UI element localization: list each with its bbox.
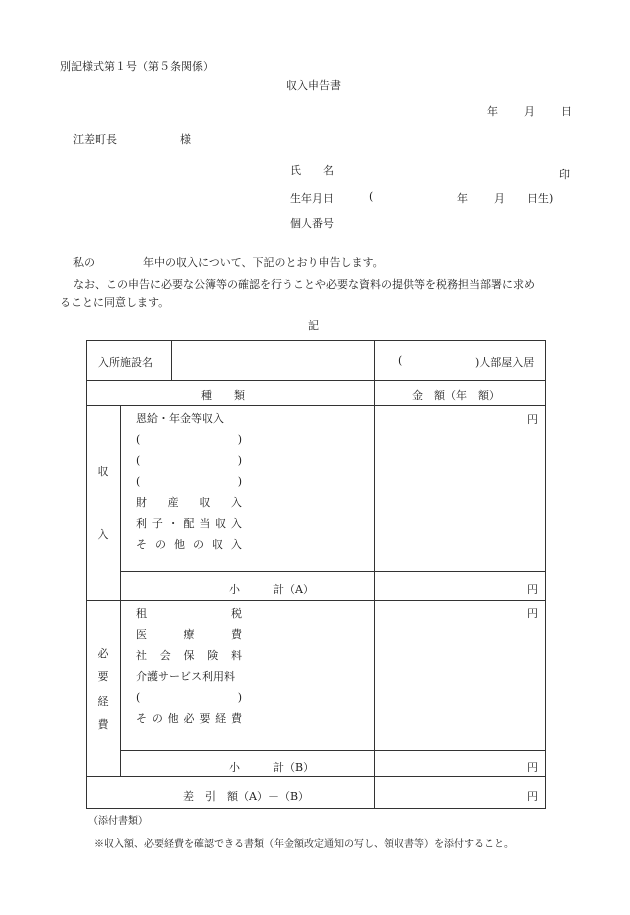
item-char: 配 xyxy=(183,517,195,530)
date-month: 月 xyxy=(524,105,535,118)
seal-mark: 印 xyxy=(559,168,570,181)
table-border-top xyxy=(86,340,546,341)
birth-label: 生年月日 xyxy=(290,192,334,205)
table-border-bottom xyxy=(86,808,546,809)
col-type-header: 種 類 xyxy=(201,389,245,402)
attachments-note: ※収入額、必要経費を確認できる書類（年金額改定通知の写し、領収書等）を添付すること。 xyxy=(94,839,514,850)
col-amount-header: 金 額（年 額） xyxy=(412,389,500,402)
table-line xyxy=(86,380,546,381)
item-char: 会 xyxy=(159,649,171,662)
item-char: 療 xyxy=(183,628,195,641)
table-line xyxy=(171,340,172,380)
income-label-char: 入 xyxy=(97,528,109,541)
item-char: そ xyxy=(136,712,147,725)
item-char: 財 xyxy=(136,496,147,509)
declaration-prefix: 私の xyxy=(73,256,95,269)
item-char: 入 xyxy=(231,538,242,551)
item-char: 子 xyxy=(151,517,163,530)
table-line xyxy=(86,405,546,406)
form-number: 別記様式第１号（第５条関係） xyxy=(60,60,214,73)
consent-line-2: ることに同意します。 xyxy=(60,296,170,309)
item-char: 当 xyxy=(199,517,211,530)
item-text: 恩給・年金等収入 xyxy=(136,412,224,425)
table-border-left xyxy=(86,340,87,809)
birth-month: 月 xyxy=(494,192,505,205)
honorific: 様 xyxy=(180,133,191,146)
expense-label-char: 要 xyxy=(97,670,109,683)
table-border-right xyxy=(545,340,546,809)
income-item xyxy=(136,450,242,471)
item-char: 保 xyxy=(183,649,195,662)
difference-yen: 円 xyxy=(527,790,538,803)
income-item xyxy=(136,492,242,513)
form-title: 収入申告書 xyxy=(286,79,341,92)
personal-number-label: 個人番号 xyxy=(290,217,334,230)
item-char: 収 xyxy=(212,538,223,551)
attachments-label: （添付書類） xyxy=(88,816,148,827)
table-line xyxy=(120,405,121,776)
income-item xyxy=(136,534,242,555)
subtotal-a-label: 小 計（A） xyxy=(229,583,314,596)
paren-open: ( xyxy=(136,454,141,467)
room-type: )人部屋入居 xyxy=(475,356,535,369)
item-char: 入 xyxy=(230,517,242,530)
income-item xyxy=(136,513,242,534)
item-char: 入 xyxy=(230,496,242,509)
item-char: そ xyxy=(136,538,147,551)
declaration-text: 年中の収入について、下記のとおり申告します。 xyxy=(143,256,384,269)
income-yen: 円 xyxy=(527,413,538,426)
item-char: 社 xyxy=(136,649,147,662)
birth-open: ( xyxy=(369,190,374,203)
income-item xyxy=(136,408,242,429)
expense-label-char: 経 xyxy=(97,695,109,708)
expense-items xyxy=(136,603,242,729)
facility-label: 入所施設名 xyxy=(98,356,153,369)
table-line xyxy=(120,571,546,572)
item-char: 利 xyxy=(136,517,147,530)
expense-item xyxy=(136,624,242,645)
item-char: 険 xyxy=(207,649,219,662)
expense-item xyxy=(136,708,242,729)
income-items xyxy=(136,408,242,555)
item-char: 費 xyxy=(231,628,242,641)
expense-item xyxy=(136,603,242,624)
income-item xyxy=(136,471,242,492)
paren-open: ( xyxy=(136,475,141,488)
subtotal-a-yen: 円 xyxy=(527,583,538,596)
table-line xyxy=(86,776,546,777)
date-day: 日 xyxy=(561,105,572,118)
income-label-char: 収 xyxy=(97,465,109,478)
addressee: 江差町長 xyxy=(73,133,117,146)
income-table xyxy=(86,340,546,809)
item-char: 税 xyxy=(231,607,242,620)
expense-item xyxy=(136,666,242,687)
birth-year: 年 xyxy=(457,192,468,205)
item-char: 医 xyxy=(136,628,147,641)
paren-close: ) xyxy=(237,454,242,467)
item-char: 収 xyxy=(199,496,211,509)
table-line xyxy=(374,340,375,809)
item-text: 介護サービス利用料 xyxy=(136,670,235,683)
item-char: 費 xyxy=(230,712,242,725)
name-label: 氏 名 xyxy=(290,164,334,177)
item-char: 他 xyxy=(167,712,179,725)
expense-yen: 円 xyxy=(527,607,538,620)
subtotal-b-yen: 円 xyxy=(527,761,538,774)
paren-open: ( xyxy=(136,433,141,446)
item-char: 産 xyxy=(167,496,179,509)
paren-close: ) xyxy=(237,433,242,446)
item-char: 必 xyxy=(183,712,195,725)
table-line xyxy=(120,750,546,751)
expense-label-char: 必 xyxy=(97,647,109,660)
income-item xyxy=(136,429,242,450)
item-char: の xyxy=(193,538,204,551)
table-line xyxy=(86,600,546,601)
difference-label: 差 引 額（A）－（B） xyxy=(183,790,310,803)
expense-label-char: 費 xyxy=(97,718,109,731)
item-char: 租 xyxy=(136,607,147,620)
paren-open: ( xyxy=(136,691,141,704)
item-char: 要 xyxy=(199,712,211,725)
item-char: 料 xyxy=(231,649,242,662)
room-open: ( xyxy=(398,354,403,367)
paren-close: ) xyxy=(237,475,242,488)
ki-heading: 記 xyxy=(308,319,319,332)
birth-day: 日生) xyxy=(527,192,554,205)
item-char: の xyxy=(155,538,166,551)
item-char: の xyxy=(151,712,163,725)
paren-close: ) xyxy=(237,691,242,704)
date-year: 年 xyxy=(487,105,498,118)
consent-line-1: なお、この申告に必要な公簿等の確認を行うことや必要な資料の提供等を税務担当部署に求め xyxy=(73,278,535,291)
subtotal-b-label: 小 計（B） xyxy=(229,761,315,774)
item-char: 経 xyxy=(215,712,227,725)
item-char: 収 xyxy=(215,517,227,530)
expense-item xyxy=(136,687,242,708)
expense-item xyxy=(136,645,242,666)
item-char: 他 xyxy=(174,538,185,551)
item-char: ・ xyxy=(167,517,179,530)
